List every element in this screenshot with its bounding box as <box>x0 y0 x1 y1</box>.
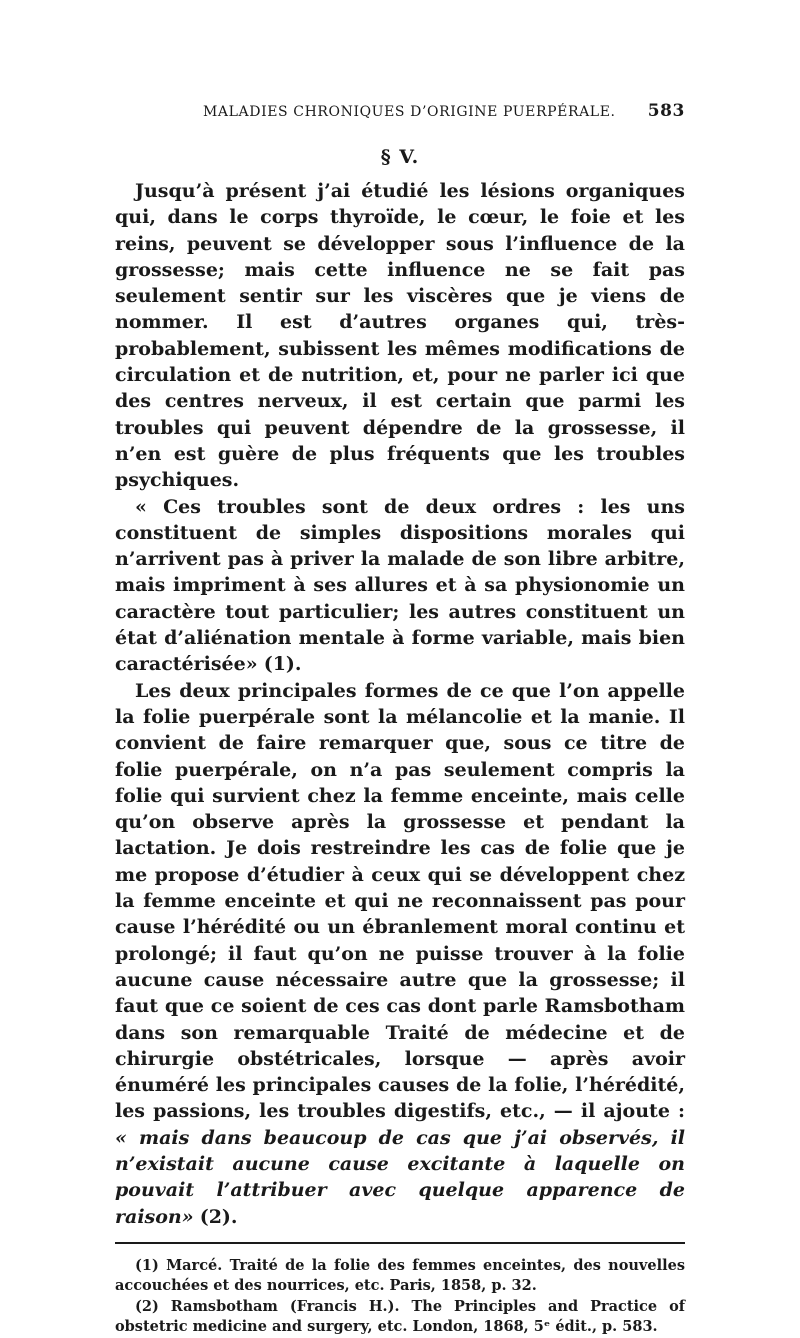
paragraph-3-end: (2). <box>193 1205 238 1228</box>
body-paragraph-1: Jusqu’à présent j’ai étudié les lésions organiques qui, dans le corps thyroïde, le cœur, le foie et les reins, peuvent se développer sous l’influence de la grossesse; mais cette influence ne se fait pas seulement sentir sur les viscères que je viens de nommer. Il est d’autres organes qui, très-probablement, subissent les mêmes modifications de circulation et de nutrition, et, pour ne parler ici que des centres nerveux, il est certain que parmi les troubles qui peuvent dépendre de la grossesse, il n’en est guère de plus fréquents que les troubles psychiques. <box>115 180 685 492</box>
page <box>115 98 685 1338</box>
section-heading: § V. <box>380 146 420 168</box>
running-head <box>115 98 685 128</box>
running-title: MALADIES CHRONIQUES D’ORIGINE PUERPÉRALE. <box>203 104 616 120</box>
body-paragraph-3 <box>115 678 685 1230</box>
page-number: 583 <box>647 101 685 121</box>
body-paragraph-2: « Ces troubles sont de deux ordres : les uns constituent de simples dispositions morales qui n’arrivent pas à priver la malade de son libre arbitre, mais impriment à ses allures et à sa physionomie un caractère tout particulier; les autres constituent un état d’aliénation mentale à forme variable, mais bien caractérisée» (1). <box>115 495 685 676</box>
paragraph-3-text: Les deux principales formes de ce que l’on appelle la folie puerpérale sont la mélancolie et la manie. Il convient de faire remarquer que, sous ce titre de folie puerpérale, on n’a pas seulement compris la folie qui survient chez la femme enceinte, mais celle qu’on observe après la grossesse et pendant la lactation. Je dois restreindre les cas de folie que je me propose d’étudier à ceux qui se développent chez la femme enceinte et qui ne reconnaissent pas pour cause l’hérédité ou un ébranlement moral continu et prolongé; il faut qu’on ne puisse trouver à la folie aucune cause nécessaire autre que la grossesse; il faut que ce soient de ces cas dont parle Ramsbotham dans son remarquable Traité de médecine et de chirurgie obstétricales, lorsque — après avoir énuméré les principales causes de la folie, l’hérédité, les passions, les troubles digestifs, etc., — il ajoute : <box>115 679 685 1123</box>
footnote-2: (2) Ramsbotham (Francis H.). The Principles and Practice of obstetric medicine and surgery, etc. London, 1868, 5ᵉ édit., p. 583. <box>115 1297 685 1336</box>
ramsbotham-quote: « mais dans beaucoup de cas que j’ai observés, il n’existait aucune cause excitante à laquelle on pouvait l’attribuer avec quelque apparence de raison» <box>115 1126 685 1228</box>
footnote-1: (1) Marcé. Traité de la folie des femmes enceintes, des nouvelles accouchées et des nourrices, etc. Paris, 1858, p. 32. <box>115 1256 685 1295</box>
footnote-rule <box>115 1242 685 1244</box>
